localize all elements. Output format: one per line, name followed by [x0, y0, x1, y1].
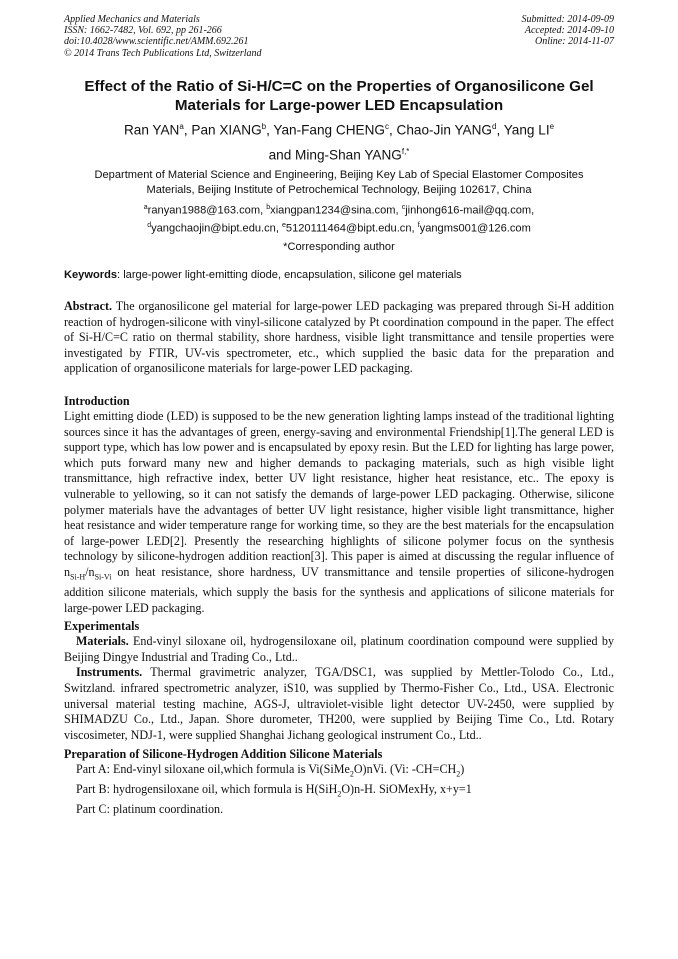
instruments-text: Thermal gravimetric analyzer, TGA/DSC1, was supplied by Mettler-Tolodo Co., Ltd., Switzland. infrared spectrometric analyzer, iS10, was supplied by Thermo-Fisher Co., Ltd., USA. Electronic universal material testing machine, AGS-J, ultraviolet-visible light detector UV-2450, were supplied by SHIMADZU Co., Ltd., Japan. Shore durometer, TH200, were supplied by Beijing Time Co., Ltd. Rotary viscosimeter, NDJ-1, were supplied Shanghai Jichang geological instrument Co., Ltd..	[64, 665, 614, 742]
author-marker: d	[491, 121, 497, 131]
instruments-paragraph	[64, 665, 614, 743]
email-address[interactable]: yangchaojin@bipt.edu.cn,	[151, 222, 283, 235]
submitted-date: Submitted: 2014-09-09	[521, 14, 614, 25]
title-line-2: Materials for Large-power LED Encapsulation	[174, 96, 504, 114]
part-a-line	[64, 762, 614, 782]
introduction-heading: Introduction	[64, 394, 130, 408]
affiliation-line-1: Department of Material Science and Engineering, Beijing Key Lab of Special Elastomer Composites	[94, 168, 584, 181]
doi-line: doi:10.4028/www.scientific.net/AMM.692.261	[64, 36, 249, 48]
copyright-line: © 2014 Trans Tech Publications Ltd, Switzerland	[64, 47, 262, 59]
preparation-heading: Preparation of Silicone-Hydrogen Addition Silicone Materials	[64, 747, 383, 762]
intro-text: /n	[85, 564, 95, 579]
subscript: Si-H	[70, 572, 86, 582]
email-marker: a	[143, 204, 148, 212]
email-address[interactable]: xiangpan1234@sina.com,	[270, 205, 402, 218]
journal-name: Applied Mechanics and Materials	[64, 14, 200, 25]
journal-meta-right	[522, 14, 615, 59]
abstract-label: Abstract.	[64, 299, 113, 314]
subscript: 2	[337, 789, 342, 799]
subscript: 2	[456, 769, 461, 779]
part-text: Part B: hydrogensiloxane oil, which formula is H(SiH	[76, 782, 338, 797]
part-text: Part A: End-vinyl siloxane oil,which formula is Vi(SiMe	[76, 762, 350, 777]
author-name: Pan XIANG	[191, 122, 262, 138]
issn-line: ISSN: 1662-7482, Vol. 692, pp 261-266	[64, 25, 222, 37]
author-marker: c	[384, 121, 389, 131]
author-marker: f,*	[401, 147, 410, 157]
journal-meta-left	[64, 14, 262, 59]
author-emails	[64, 201, 614, 236]
part-b-line	[64, 782, 614, 802]
email-marker: f	[417, 221, 420, 229]
email-address[interactable]: 5120111464@bipt.edu.cn,	[285, 222, 418, 235]
author-name: Yan-Fang CHENG	[273, 122, 385, 138]
author-name: Ming-Shan YANG	[295, 147, 402, 163]
affiliation-line-2: Materials, Beijing Institute of Petrochemical Technology, Beijing 102617, China	[146, 184, 532, 197]
intro-text: Light emitting diode (LED) is supposed to be the new generation lighting lamps instead of the traditional lighting sources since it has the advantages of green, energy-saving and environmental Friendship[1].The general LED is support type, which has low power and is encapsulated by epoxy resin. But the LED for lighting has large power, which puts forward many new and higher demands to packaging materials, such as high visible light transmittance, high refractive index, better UV light resistance, higher heat resistance, etc.. The epoxy is vulnerable to yellowing, so it can not satisfy the demands of large-power LED packaging. Otherwise, silicone polymer materials have the advantages of better UV light resistance, higher visible light transmittance, higher heat resistance and wider temperature range for working time, so they are the best materials for the encapsulation of large-power LED[2]. Presently the researching highlights of silicone polymer focus on the synthesis technology by silicone-hydrogen addition reaction[3]. This paper is aimed at discussing the regular influence of n	[64, 409, 614, 579]
keywords-text: : large-power light-emitting diode, encapsulation, silicone gel materials	[117, 269, 462, 282]
author-conjunction: and	[268, 147, 296, 163]
email-marker: c	[401, 204, 406, 212]
author-name: Ran YAN	[123, 122, 180, 138]
materials-text: End-vinyl siloxane oil, hydrogensiloxane oil, platinum coordination compound were supplied by Beijing Dingye Industrial and Trading Co., Ltd..	[64, 634, 614, 664]
author-name: Yang LI	[503, 122, 550, 138]
author-line-2	[64, 141, 614, 167]
subscript: 2	[349, 769, 354, 779]
abstract	[64, 299, 614, 377]
title-line-1: Effect of the Ratio of Si-H/C=C on the Properties of Organosilicone Gel	[84, 77, 594, 95]
keywords	[64, 269, 614, 281]
online-date: Online: 2014-11-07	[535, 36, 614, 48]
subscript: Si-Vi	[94, 572, 112, 582]
email-marker: d	[147, 221, 152, 229]
intro-text: on heat resistance, shore hardness, UV transmittance and tensile properties of silicone-hydrogen addition silicone materials, which supply the basis for the synthesis and applications of silicone materials for large-power LED packaging.	[64, 564, 614, 615]
paper-title	[64, 77, 614, 115]
accepted-date: Accepted: 2014-09-10	[524, 25, 614, 37]
part-c-line: Part C: platinum coordination.	[76, 802, 224, 817]
email-line-1	[64, 201, 614, 218]
materials-paragraph	[64, 634, 614, 665]
part-text: )	[460, 762, 465, 777]
part-text: O)nVi. (Vi: -CH=CH	[353, 762, 457, 777]
experimentals-heading: Experimentals	[64, 619, 140, 634]
email-marker: e	[282, 221, 286, 229]
author-marker: e	[549, 121, 555, 131]
email-marker: b	[266, 204, 271, 212]
abstract-text: The organosilicone gel material for large-power LED packaging was prepared through Si-H addition reaction of hydrogen-silicone with vinyl-silicone catalyzed by Pt coordination compound in the paper. The effect of Si-H/C=C ratio on thermal stability, shore hardness, visible light transmittance and tensile properties were investigated by FTIR, UV-vis spectrometer, etc., which supplied the basic data for the preparation and application of organosilicone materials for large-power LED packaging.	[64, 299, 614, 376]
part-text: O)n-H. SiOMexHy, x+y=1	[341, 782, 472, 797]
author-line-1: Ran YAN$^a$, Pan XIANG$^b$, Yan-Fang CHENG$^c$, Chao-Jin YANG$^d$, Yang LIe	[123, 121, 555, 138]
author-name: Chao-Jin YANG	[396, 122, 492, 138]
author-marker: b	[261, 121, 267, 131]
corresponding-author-note: *Corresponding author	[283, 241, 395, 254]
journal-header	[64, 14, 614, 59]
paper-page	[64, 14, 614, 818]
instruments-label: Instruments.	[76, 665, 143, 680]
introduction-paragraph	[64, 409, 614, 616]
keywords-label: Keywords	[64, 269, 118, 282]
author-list	[64, 116, 614, 167]
author-marker: a	[179, 121, 184, 131]
email-line-2	[64, 219, 614, 236]
email-address[interactable]: jinhong616-mail@qq.com,	[405, 205, 535, 218]
email-address[interactable]: ranyan1988@163.com,	[147, 205, 267, 218]
materials-label: Materials.	[76, 634, 129, 649]
affiliation	[64, 168, 614, 199]
email-address[interactable]: yangms001@126.com	[419, 222, 531, 235]
